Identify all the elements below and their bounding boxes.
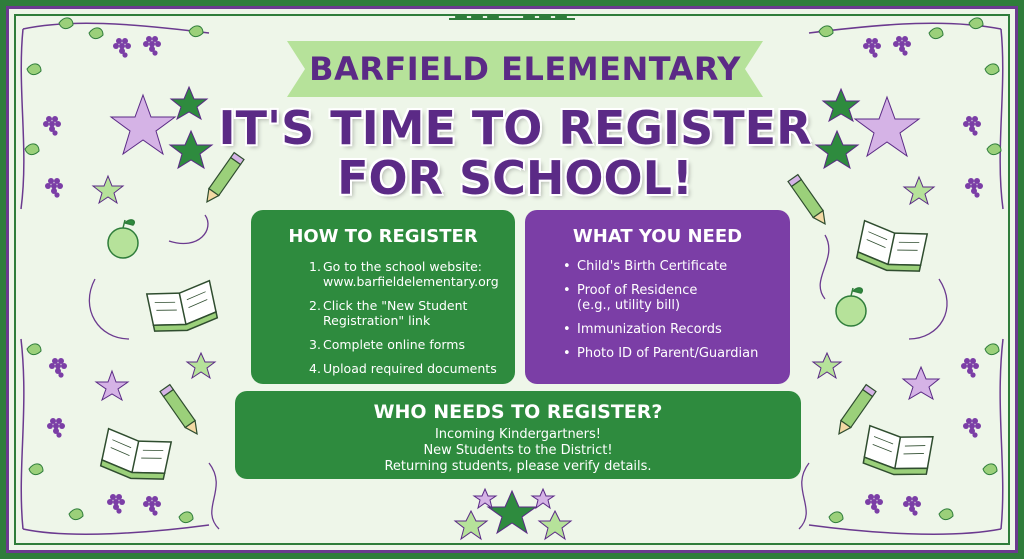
registration-poster: [6, 6, 1018, 553]
requirement-item: [563, 283, 790, 313]
what-you-need-card: [525, 210, 790, 384]
step-item: [309, 298, 515, 328]
step-item: [309, 361, 515, 376]
requirement-text: Child's Birth Certificate: [577, 259, 728, 274]
step-number: 1.: [309, 259, 321, 274]
registration-steps: [251, 259, 515, 376]
requirement-item: [563, 346, 790, 361]
step-number: 2.: [309, 298, 321, 313]
step-text-line: Registration" link: [323, 313, 431, 328]
step-text: [323, 298, 467, 328]
who-needs-to-register-card: [235, 391, 801, 479]
who-line: New Students to the District!: [423, 443, 613, 458]
school-name-banner: [287, 41, 763, 97]
school-website-link[interactable]: www.barfieldelementary.org: [323, 274, 499, 289]
step-text: Complete online forms: [323, 337, 465, 352]
bullet-icon: •: [563, 322, 571, 337]
step-text-line: Click the "New Student: [323, 298, 468, 313]
headline-line-1: IT'S TIME TO REGISTER: [218, 101, 812, 155]
how-to-register-title: HOW TO REGISTER: [288, 226, 478, 247]
who-needs-lines: [235, 427, 801, 475]
bullet-icon: •: [563, 259, 571, 274]
step-number: 3.: [309, 337, 321, 352]
requirement-item: [563, 322, 790, 337]
requirement-text: [577, 283, 697, 313]
bullet-icon: •: [563, 346, 571, 361]
requirement-text-line: Proof of Residence: [577, 283, 698, 298]
requirement-text-line: (e.g., utility bill): [577, 298, 681, 313]
step-item: [309, 259, 515, 289]
headline: [159, 103, 871, 203]
requirement-item: [563, 259, 790, 274]
what-you-need-title: WHAT YOU NEED: [572, 226, 743, 247]
step-text: [323, 259, 499, 289]
school-name: BARFIELD ELEMENTARY: [309, 50, 741, 88]
requirement-text: Immunization Records: [577, 322, 722, 337]
who-line: Incoming Kindergartners!: [434, 427, 602, 442]
who-needs-title: WHO NEEDS TO REGISTER?: [373, 401, 663, 423]
who-line: Returning students, please verify details.: [384, 459, 652, 474]
step-text-line: Go to the school website:: [323, 259, 483, 274]
swirl-decoration: [89, 215, 947, 529]
bullet-icon: •: [563, 283, 571, 298]
headline-line-2: FOR SCHOOL!: [337, 151, 693, 205]
how-to-register-card: [251, 210, 515, 384]
requirements-list: [525, 259, 790, 361]
step-item: [309, 337, 515, 352]
requirement-text: Photo ID of Parent/Guardian: [577, 346, 759, 361]
step-number: 4.: [309, 361, 321, 376]
step-text: Upload required documents: [323, 361, 497, 376]
